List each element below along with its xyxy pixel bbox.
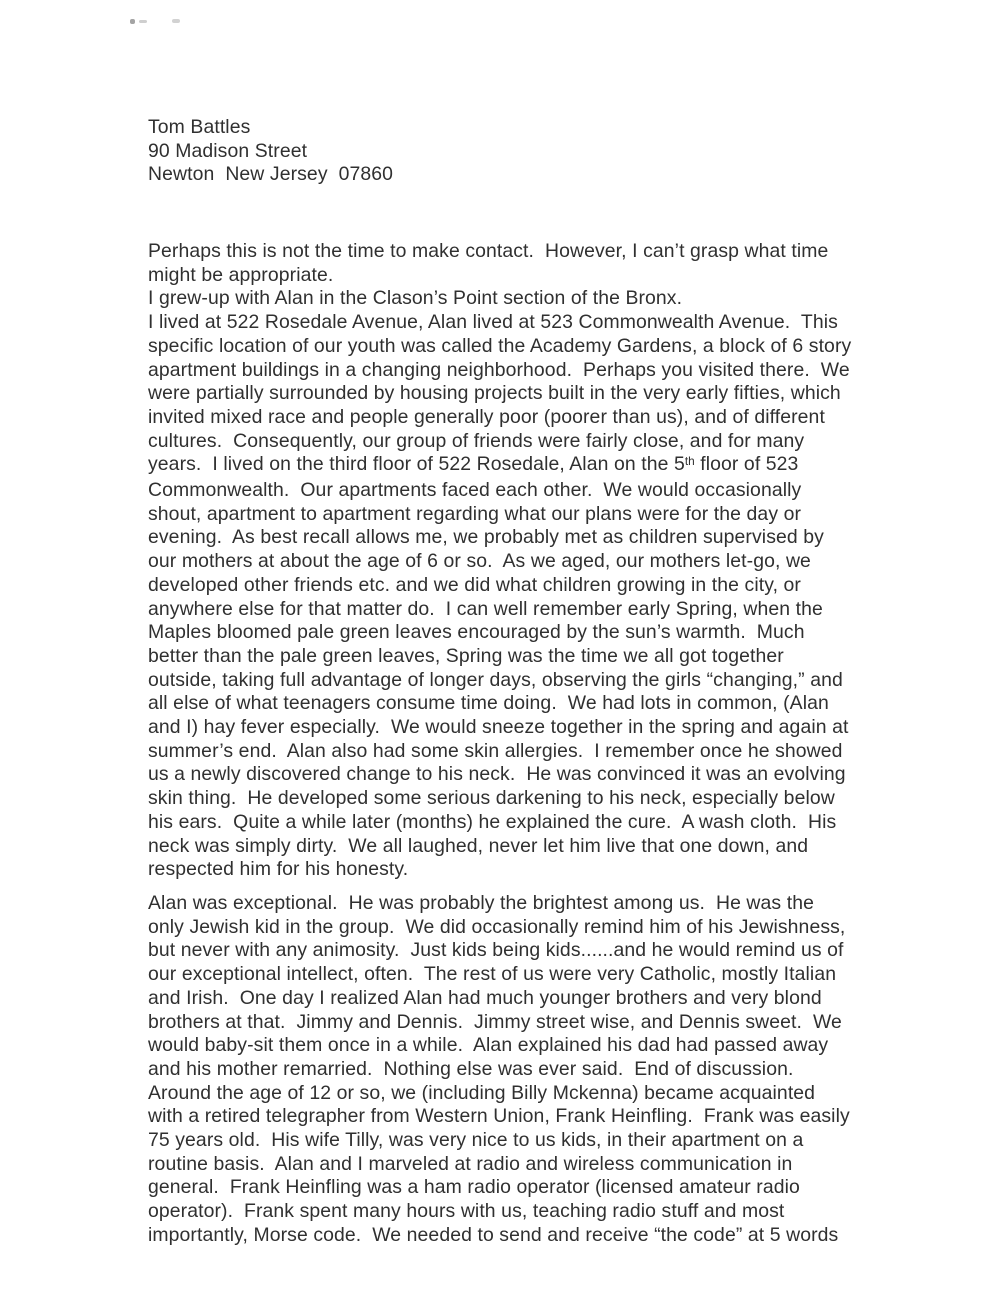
text-line: Alan was exceptional. He was probably the brightest among us. He was the (148, 891, 814, 914)
text-line: better than the pale green leaves, Spring was the time we all got together (148, 644, 784, 667)
sender-name: Tom Battles (148, 116, 251, 138)
text-line: all else of what teenagers consume time doing. We had lots in common, (Alan (148, 692, 829, 715)
text-line: brothers at that. Jimmy and Dennis. Jimmy street wise, and Dennis sweet. We (148, 1010, 842, 1033)
text-line: cultures. Consequently, our group of friends were fairly close, and for many (148, 429, 805, 452)
sender-city-line: Newton New Jersey 07860 (148, 163, 394, 186)
text-line: Around the age of 12 or so, we (including Billy Mckenna) became acquainted (148, 1081, 816, 1104)
text-line: apartment buildings in a changing neighborhood. Perhaps you visited there. We (148, 358, 850, 381)
text-line: developed other friends etc. and we did what children growing in the city, or (148, 573, 801, 596)
sender-address-block (148, 116, 393, 187)
text-line: I lived at 522 Rosedale Avenue, Alan lived at 523 Commonwealth Avenue. This (148, 311, 838, 334)
ordinal-superscript: th (684, 453, 695, 468)
text-segment: years. I lived on the third floor of 522 Rosedale, Alan on the 5 (148, 453, 685, 476)
text-line: might be appropriate. (148, 263, 334, 286)
paragraph-grew-up (148, 287, 851, 311)
paragraph-youth (148, 311, 851, 882)
text-line (148, 453, 851, 479)
text-line: importantly, Morse code. We needed to send and receive “the code” at 5 words (148, 1223, 839, 1246)
text-line: I grew-up with Alan in the Clason’s Point section of the Bronx. (148, 287, 683, 310)
text-line: Maples bloomed pale green leaves encouraged by the sun’s warmth. Much (148, 621, 805, 644)
sender-street: 90 Madison Street (148, 139, 308, 162)
text-line: anywhere else for that matter do. I can well remember early Spring, when the (148, 597, 823, 620)
text-line: and his mother remarried. Nothing else was ever said. End of discussion. (148, 1057, 794, 1080)
text-line: were partially surrounded by housing projects built in the very early fifties, which (148, 382, 841, 405)
text-line: only Jewish kid in the group. We did occasionally remind him of his Jewishness, (148, 915, 846, 938)
text-line: skin thing. He developed some serious darkening to his neck, especially below (148, 787, 835, 810)
text-segment: floor of 523 (694, 453, 799, 476)
text-line: operator). Frank spent many hours with us, teaching radio stuff and most (148, 1200, 785, 1223)
text-line: invited mixed race and people generally poor (poorer than us), and of different (148, 405, 825, 428)
text-line: routine basis. Alan and I marveled at radio and wireless communication in (148, 1152, 793, 1175)
scan-artifact (172, 19, 180, 23)
text-line: would baby-sit them once in a while. Alan explained his dad had passed away (148, 1034, 829, 1057)
text-line: general. Frank Heinfling was a ham radio operator (licensed amateur radio (148, 1176, 800, 1199)
text-line: and Irish. One day I realized Alan had much younger brothers and very blond (148, 986, 822, 1009)
paragraph-opening (148, 240, 851, 287)
line-group (148, 311, 851, 453)
text-line: respected him for his honesty. (148, 858, 409, 881)
text-line: his ears. Quite a while later (months) he explained the cure. A wash cloth. His (148, 810, 837, 833)
text-line: specific location of our youth was called the Academy Gardens, a block of 6 story (148, 334, 852, 357)
text-line: and I) hay fever especially. We would sneeze together in the spring and again at (148, 716, 849, 739)
text-line: summer’s end. Alan also had some skin allergies. I remember once he showed (148, 739, 843, 762)
scan-artifact (130, 19, 135, 24)
scan-artifact (139, 20, 147, 23)
text-line: outside, taking full advantage of longer days, observing the girls “changing,” and (148, 668, 843, 691)
text-line: with a retired telegrapher from Western Union, Frank Heinfling. Frank was easily (148, 1105, 850, 1128)
line-group (148, 479, 851, 882)
text-line: 75 years old. His wife Tilly, was very nice to us kids, in their apartment on a (148, 1129, 804, 1152)
text-line: our mothers at about the age of 6 or so. As we aged, our mothers let-go, we (148, 550, 811, 573)
paragraph-alan (148, 892, 851, 1248)
letter-body (148, 240, 851, 1248)
text-line: shout, apartment to apartment regarding what our plans were for the day or (148, 502, 802, 525)
text-line: our exceptional intellect, often. The rest of us were very Catholic, mostly Italian (148, 963, 837, 986)
text-line: us a newly discovered change to his neck. He was convinced it was an evolving (148, 763, 846, 786)
text-line: Commonwealth. Our apartments faced each other. We would occasionally (148, 479, 802, 502)
text-line: evening. As best recall allows me, we probably met as children supervised by (148, 526, 824, 549)
text-line: neck was simply dirty. We all laughed, never let him live that one down, and (148, 834, 809, 857)
text-line: Perhaps this is not the time to make contact. However, I can’t grasp what time (148, 240, 829, 262)
text-line: but never with any animosity. Just kids being kids......and he would remind us of (148, 939, 844, 962)
